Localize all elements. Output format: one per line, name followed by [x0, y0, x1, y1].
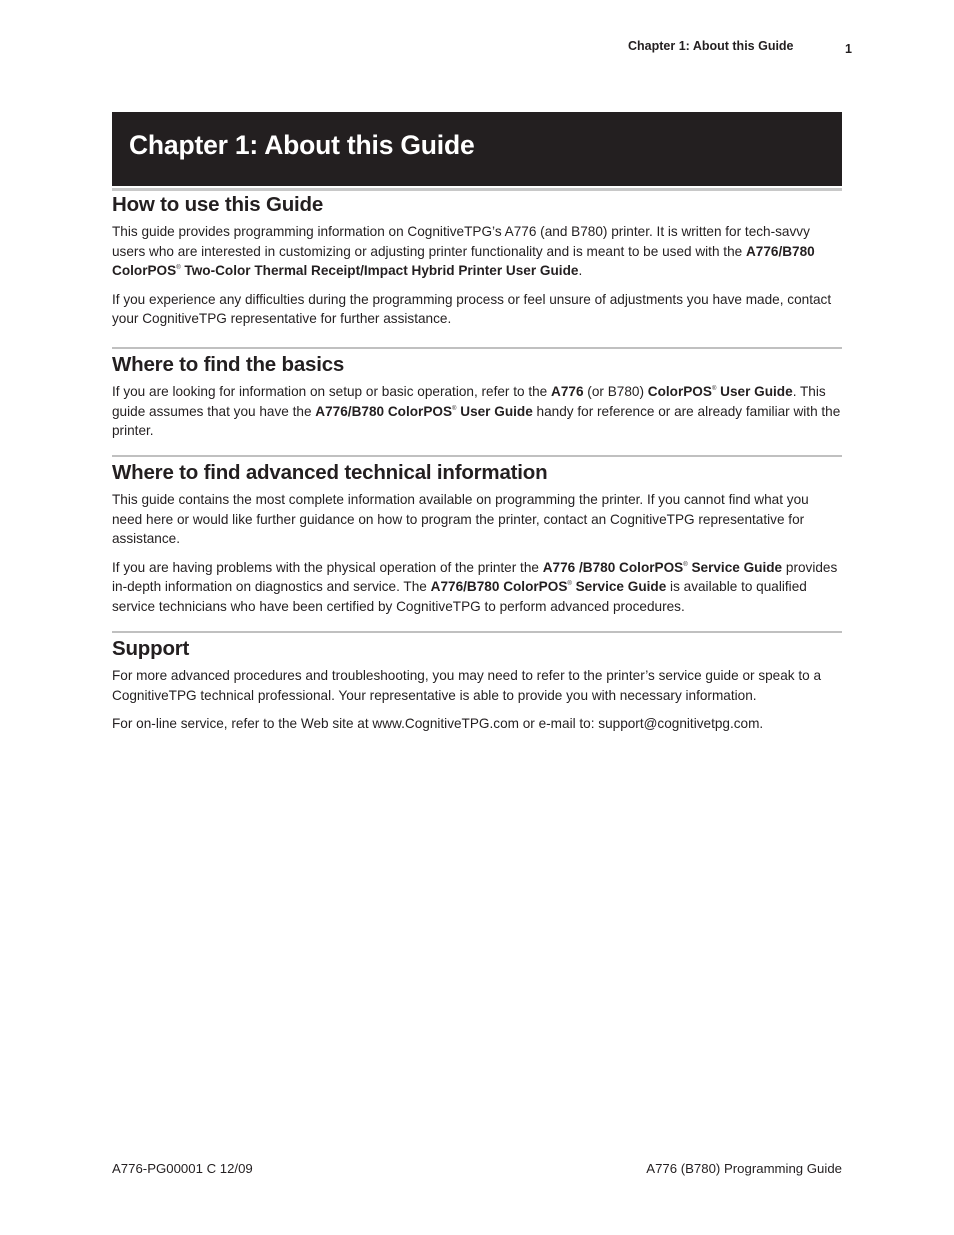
text-run: (or B780) [583, 384, 648, 399]
chapter-title: Chapter 1: About this Guide [129, 130, 475, 160]
section-advanced [112, 455, 842, 626]
registered-mark: ® [176, 265, 181, 272]
paragraph: If you experience any difficulties during the programming process or feel unsure of adjustments you have made, contact your CognitiveTPG representative for further assistance. [112, 291, 832, 327]
text-run: If you are having problems with the physical operation of the printer the [112, 559, 543, 575]
registered-mark: ® [711, 386, 717, 392]
section-divider [112, 631, 842, 633]
section-divider [112, 455, 842, 457]
chapter-divider [112, 188, 842, 191]
paragraph [112, 222, 842, 281]
text-run: provides in-depth information on diagnostics and service. The [112, 559, 838, 595]
section-support [112, 631, 842, 743]
bold-text: A776 [551, 384, 584, 399]
bold-text: Service Guide [571, 579, 667, 595]
text-run: handy for reference or are already familiar with the printer. [112, 403, 841, 439]
running-header-title: Chapter 1: About this Guide [628, 39, 794, 53]
section-heading-advanced: Where to find advanced technical information [112, 461, 548, 484]
text-run: If you are looking for information on setup or basic operation, refer to the [112, 384, 552, 399]
paragraph [112, 558, 842, 617]
text-run: This guide provides programming information on CognitiveTPG’s A776 (and B780) printer. It is written for tech-savvy users who are interested in customizing or adjusting printer functionality and is meant to be used with the [112, 224, 810, 259]
bold-text: User Guide [716, 384, 793, 399]
paragraph [112, 382, 842, 441]
section-basics [112, 347, 842, 450]
registered-mark: ® [452, 405, 457, 412]
paragraph: For on-line service, refer to the Web site at www.CognitiveTPG.com or e-mail to: support@cognitivetpg.com. [112, 716, 764, 732]
bold-text: Service Guide [687, 559, 783, 575]
page-number: 1 [845, 42, 852, 56]
paragraph: For more advanced procedures and troubleshooting, you may need to refer to the printer’s service guide or speak to a CognitiveTPG technical professional. Your representative is able to provide you with necessary information. [112, 668, 822, 703]
bold-text: A776/B780 ColorPOS [315, 403, 453, 419]
section-heading-basics: Where to find the basics [112, 353, 345, 376]
footer-doc-title: A776 (B780) Programming Guide [646, 1161, 842, 1176]
bold-text: Two-Color Thermal Receipt/Impact Hybrid Printer User Guide [180, 263, 579, 279]
section-heading-how-to-use: How to use this Guide [112, 193, 324, 216]
section-how-to-use [112, 193, 842, 338]
bold-text: User Guide [456, 403, 533, 419]
text-run: is available to qualified service technicians who have been certified by CognitiveTPG to perform advanced procedures. [112, 579, 807, 614]
chapter-title-banner [112, 112, 842, 186]
text-run: . This guide assumes that you have the [112, 384, 826, 419]
bold-text: A776/B780 ColorPOS [112, 243, 815, 279]
paragraph: This guide contains the most complete information available on programming the printer. If you cannot find what you need here or would like further guidance on how to program the printer, contact an CognitiveTPG representative for assistance. [112, 492, 809, 547]
registered-mark: ® [683, 561, 688, 568]
bold-text: ColorPOS [647, 384, 712, 399]
footer-doc-id: A776-PG00001 C 12/09 [112, 1161, 253, 1176]
bold-text: A776 /B780 ColorPOS [542, 559, 684, 575]
bold-text: A776/B780 ColorPOS [430, 579, 568, 595]
text-run: . [578, 263, 583, 279]
section-heading-support: Support [112, 637, 190, 660]
registered-mark: ® [567, 581, 572, 588]
section-divider [112, 347, 842, 349]
